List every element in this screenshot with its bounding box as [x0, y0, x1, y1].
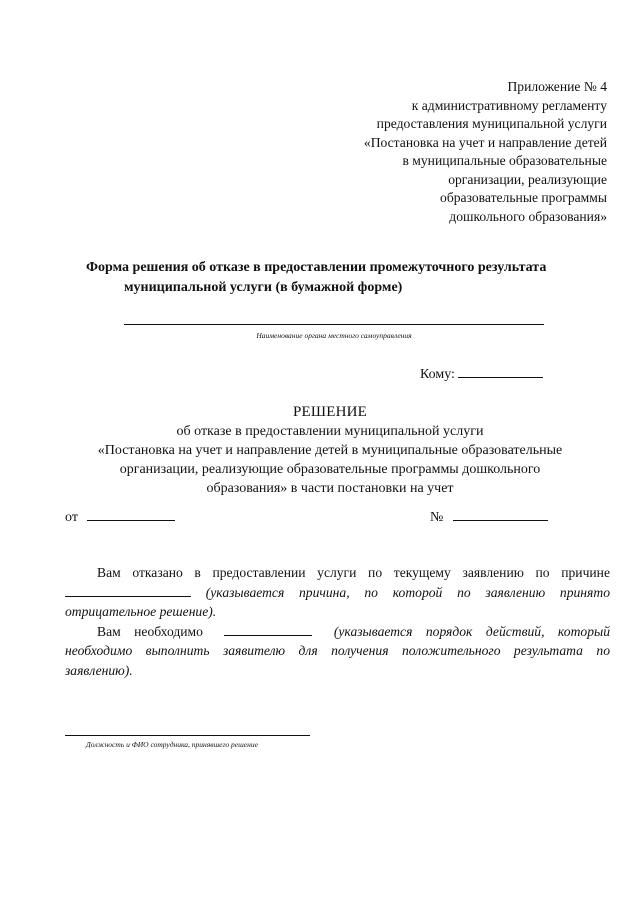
form-title: [70, 258, 610, 298]
form-title-line-2: муниципальной услуги (в бумажной форме): [124, 280, 403, 295]
decision-line: образования» в части постановки на учет: [206, 481, 454, 496]
appendix-line: дошкольного образования»: [449, 208, 607, 224]
refusal-paragraph: [65, 563, 610, 622]
decision-heading: [60, 403, 600, 498]
decision-line: «Постановка на учет и направление детей в муниципальные образовательные: [97, 443, 563, 458]
refusal-text: Вам отказано в предоставлении услуги по текущему заявлению по причине: [97, 565, 610, 580]
appendix-line: образовательные программы: [440, 190, 607, 205]
appendix-line: Приложение № 4: [507, 79, 607, 94]
date-blank: [87, 520, 175, 521]
appendix-line: к административному регламенту: [411, 97, 607, 113]
decision-word: РЕШЕНИЕ: [292, 404, 368, 420]
appendix-header: [277, 78, 607, 226]
appendix-line: организации, реализующие: [448, 171, 607, 187]
organization-name-line: [124, 324, 544, 325]
signature-line: [65, 735, 310, 736]
reason-note: (указывается причина, по которой по заявлению принято отрицательное решение).: [65, 584, 610, 619]
organization-name-caption: Наименование органа местного самоуправления: [256, 331, 412, 340]
date-label: от: [65, 510, 78, 525]
number-blank: [453, 520, 548, 521]
appendix-line: в муниципальные образовательные: [402, 153, 607, 168]
number-field: [430, 510, 548, 526]
recipient-label: Кому:: [420, 367, 455, 382]
required-actions-text: Вам необходимо: [97, 623, 203, 639]
signature-caption: Должность и ФИО сотрудника, принявшего решение: [86, 740, 258, 749]
decision-line: организации, реализующие образовательные программы дошкольного: [119, 462, 541, 477]
body-text: [65, 563, 610, 680]
required-actions-paragraph: [65, 622, 610, 681]
recipient-blank: [458, 377, 543, 378]
date-field: [65, 510, 175, 526]
decision-line: об отказе в предоставлении муниципальной услуги: [176, 424, 484, 439]
recipient-field: [420, 367, 543, 383]
actions-note: (указывается порядок действий, который необходимо выполнить заявителю для получения положительного результата по заявлению).: [65, 623, 610, 678]
form-title-line-1: Форма решения об отказе в предоставлении промежуточного результата: [86, 260, 547, 275]
number-label: №: [430, 510, 444, 525]
reason-blank: [65, 596, 191, 597]
appendix-line: «Постановка на учет и направление детей: [363, 134, 607, 150]
actions-blank: [224, 635, 312, 636]
appendix-line: предоставления муниципальной услуги: [376, 116, 607, 131]
